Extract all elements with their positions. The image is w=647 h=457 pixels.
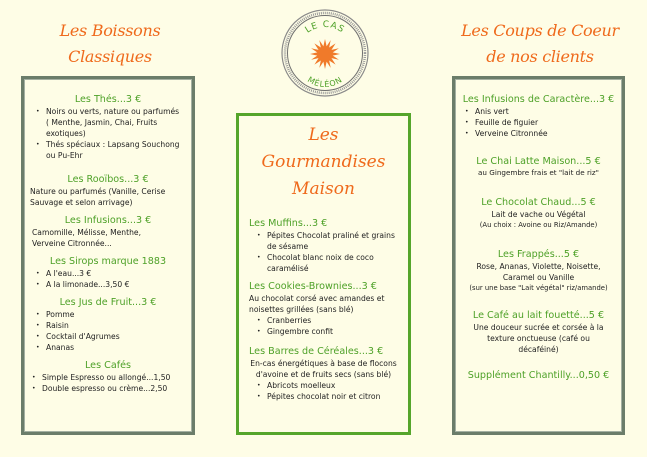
list-item: • Cranberries <box>253 315 398 326</box>
logo-text-top: LE CAS <box>303 19 347 36</box>
section-title: Le Chai Latte Maison...5 € <box>476 156 601 167</box>
section-title: Les Thés...3 € <box>74 94 142 105</box>
section-jus <box>32 296 184 353</box>
sun-icon <box>310 39 340 69</box>
right-column-title <box>440 18 640 70</box>
logo-emblem-icon <box>280 8 370 98</box>
section-title: Les Muffins...3 € <box>249 218 328 229</box>
list-item: • Gingembre confit <box>253 326 398 337</box>
left-title-line1: Les Boissons <box>59 21 161 40</box>
section-description: Au chocolat corsé avec amandes et noisettes grillées (sans blé) <box>249 294 385 314</box>
section-title: Les Frappés...5 € <box>497 249 580 260</box>
list-item: • Ananas <box>32 342 184 353</box>
list-item: • Feuille de figuier <box>461 117 616 128</box>
section-title: Le Café au lait fouetté...5 € <box>472 310 605 321</box>
svg-text:MÉLÉON <box>306 75 344 89</box>
left-column-title <box>20 18 200 70</box>
section-chocolat <box>461 196 616 230</box>
svg-text:LE CAS <box>304 20 347 36</box>
middle-title-line2: Maison <box>292 179 355 199</box>
list-item: • Thés spéciaux : Lapsang Souchong ou Pu-Ehr <box>32 139 184 161</box>
left-title-line2: Classiques <box>68 47 152 66</box>
section-description: Une douceur sucrée et corsée à la texture onctueuse (café ou décaféiné) <box>473 323 604 354</box>
right-menu-box <box>452 76 625 435</box>
section-title: Les Infusions de Caractère...3 € <box>462 94 615 105</box>
section-muffins <box>249 217 398 274</box>
list-item: • Double espresso ou crème...2,50 <box>28 383 184 394</box>
list-item: • Noirs ou verts, nature ou parfumés ( Menthe, Jasmin, Chai, Fruits exotiques) <box>32 106 184 139</box>
middle-title-line1: Les Gourmandises <box>261 125 386 172</box>
list-item: • Pépites chocolat noir et citron <box>253 391 398 402</box>
section-title: Les Barres de Céréales...3 € <box>249 346 384 357</box>
section-note: (Au choix : Avoine ou Riz/Amande) <box>479 221 598 229</box>
section-description: Camomille, Mélisse, Menthe, Verveine Citronnée... <box>32 228 141 248</box>
middle-menu-box <box>236 113 411 435</box>
section-infusions-caractere <box>461 93 616 139</box>
section-title: Le Chocolat Chaud...5 € <box>481 197 596 208</box>
section-cookies <box>249 280 398 337</box>
logo-text-bottom: MÉLÉON <box>305 74 345 90</box>
list-item: • Pépites Chocolat praliné et grains de sésame <box>253 230 398 252</box>
section-description: Rose, Ananas, Violette, Noisette, Caramel ou Vanille <box>476 262 601 282</box>
list-item: • Verveine Citronnée <box>461 128 616 139</box>
section-description: Lait de vache ou Végétal <box>491 210 586 219</box>
section-title: Les Infusions...3 € <box>64 215 152 226</box>
section-sirops <box>32 255 184 290</box>
section-description: En-cas énergétiques à base de flocons d'avoine et de fruits secs (sans blé) <box>250 359 397 379</box>
section-thes <box>32 93 184 161</box>
section-infusions <box>32 214 184 249</box>
list-item: • A la limonade...3,50 € <box>32 279 184 290</box>
list-item: • A l'eau...3 € <box>32 268 184 279</box>
section-description: Nature ou parfumés (Vanille, Cerise Sauvage et selon arrivage) <box>30 187 166 207</box>
list-item: • Raisin <box>32 320 184 331</box>
section-title: Les Cafés <box>85 360 131 371</box>
section-chai-latte <box>461 155 616 178</box>
section-rooibos <box>32 173 184 208</box>
left-menu-box <box>21 76 195 435</box>
section-frappes <box>461 248 616 293</box>
section-cafes <box>32 359 184 394</box>
section-title: Les Jus de Fruit...3 € <box>59 297 157 308</box>
list-item: • Cocktail d'Agrumes <box>32 331 184 342</box>
list-item: • Abricots moelleux <box>253 380 398 391</box>
list-item: • Simple Espresso ou allongé...1,50 <box>28 372 184 383</box>
section-description: au Gingembre frais et "lait de riz" <box>478 168 599 177</box>
section-note: (sur une base "Lait végétal" riz/amande) <box>469 284 608 292</box>
section-barres <box>249 345 398 402</box>
list-item: • Pomme <box>32 309 184 320</box>
section-title: Supplément Chantilly...0,50 € <box>467 370 610 381</box>
middle-column-title <box>249 122 398 203</box>
section-title: Les Sirops marque 1883 <box>49 256 167 267</box>
list-item: • Chocolat blanc noix de coco caramélisé <box>253 252 398 274</box>
list-item: • Anis vert <box>461 106 616 117</box>
right-title-line1: Les Coups de Coeur <box>461 21 619 40</box>
logo <box>280 8 370 98</box>
section-title: Les Cookies-Brownies...3 € <box>249 281 377 292</box>
right-title-line2: de nos clients <box>486 47 594 66</box>
section-cafe-fouette <box>461 309 616 355</box>
section-title: Les Rooïbos...3 € <box>67 174 149 185</box>
section-chantilly <box>461 369 616 382</box>
